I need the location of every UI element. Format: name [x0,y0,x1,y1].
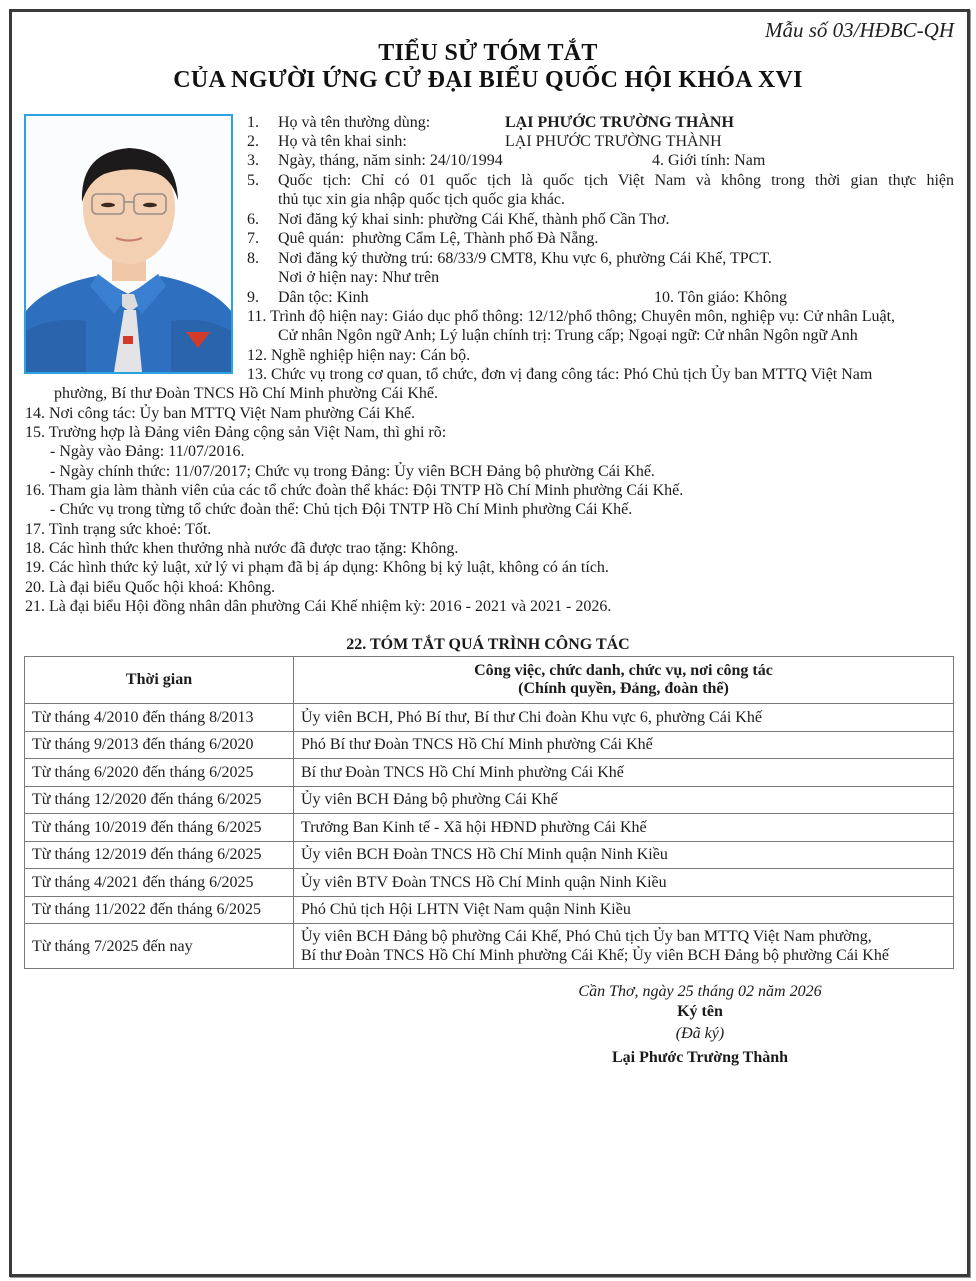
position-cell: Phó Bí thư Đoàn TNCS Hồ Chí Minh phường Cái Khế [294,731,954,759]
column-header-position-line-2: (Chính quyền, Đảng, đoàn thể) [518,680,729,697]
table-row [25,896,954,924]
common-name-value: LẠI PHƯỚC TRƯỜNG THÀNH [505,114,734,131]
period-cell: Từ tháng 12/2020 đến tháng 6/2025 [25,786,294,814]
awards: 18. Các hình thức khen thưởng nhà nước đã được trao tặng: Không. [25,540,459,557]
current-position-line-1: 13. Chức vụ trong cơ quan, tổ chức, đơn vị đang công tác: Phó Chủ tịch Ủy ban MTTQ Việt Nam [247,366,873,383]
position-cell: Phó Chủ tịch Hội LHTN Việt Nam quận Ninh Kiều [294,896,954,924]
gender: 4. Giới tính: Nam [652,152,766,169]
table-row [25,814,954,842]
item-label: Họ và tên khai sinh: [278,133,407,150]
signer-name: Lại Phước Trường Thành [611,1049,789,1066]
work-history-title: 22. TÓM TẮT QUÁ TRÌNH CÔNG TÁC [346,636,630,653]
party-official-date: - Ngày chính thức: 11/07/2017; Chức vụ trong Đảng: Ủy viên BCH Đảng bộ phường Cái Khế. [50,463,655,480]
party-join-date: - Ngày vào Đảng: 11/07/2016. [50,443,245,460]
birth-name-value: LẠI PHƯỚC TRƯỜNG THÀNH [505,133,722,150]
position-cell: Bí thư Đoàn TNCS Hồ Chí Minh phường Cái Khế [294,759,954,787]
period-cell: Từ tháng 4/2010 đến tháng 8/2013 [25,704,294,732]
portrait-image [26,116,231,372]
peoples-council-term: 21. Là đại biểu Hội đồng nhân dân phường Cái Khế nhiệm kỳ: 2016 - 2021 và 2021 - 2026. [25,598,612,615]
current-occupation: 12. Nghề nghiệp hiện nay: Cán bộ. [247,347,471,364]
current-position-line-2: phường, Bí thư Đoàn TNCS Hồ Chí Minh phường Cái Khế. [54,385,438,402]
table-row [25,869,954,897]
date-of-birth: Ngày, tháng, năm sinh: 24/10/1994 [278,152,503,169]
signature-place-date: Cần Thơ, ngày 25 tháng 02 năm 2026 [578,983,822,1000]
current-residence: Nơi ở hiện nay: Như trên [278,269,440,286]
table-row [25,841,954,869]
item-number: 3. [247,152,259,169]
birth-registration-place: Nơi đăng ký khai sinh: phường Cái Khế, thành phố Cần Thơ. [278,211,670,228]
period-cell: Từ tháng 7/2025 đến nay [25,924,294,969]
column-header-position [294,657,954,704]
period-cell: Từ tháng 11/2022 đến tháng 6/2025 [25,896,294,924]
national-assembly-term: 20. Là đại biểu Quốc hội khoá: Không. [25,579,276,596]
item-number: 1. [247,114,259,131]
candidate-photo [24,114,233,374]
table-row [25,704,954,732]
position-cell [294,924,954,969]
period-cell: Từ tháng 4/2021 đến tháng 6/2025 [25,869,294,897]
ethnicity: Dân tộc: Kinh [278,289,369,306]
item-number: 8. [247,250,259,267]
period-cell: Từ tháng 6/2020 đến tháng 6/2025 [25,759,294,787]
column-header-period: Thời gian [25,657,294,704]
position-cell: Ủy viên BCH Đoàn TNCS Hồ Chí Minh quận Ninh Kiều [294,841,954,869]
item-number: 5. [247,172,259,189]
item-label: Họ và tên thường dùng: [278,114,431,131]
position-cell-line-1: Ủy viên BCH Đảng bộ phường Cái Khế, Phó Chủ tịch Ủy ban MTTQ Việt Nam phường, [301,928,872,945]
document-subtitle: CỦA NGƯỜI ỨNG CỬ ĐẠI BIỂU QUỐC HỘI KHÓA XVI [173,67,803,93]
signature-note: (Đã ký) [675,1025,725,1042]
workplace: 14. Nơi công tác: Ủy ban MTTQ Việt Nam phường Cái Khế. [25,405,416,422]
party-member-heading: 15. Trường hợp là Đảng viên Đảng cộng sản Việt Nam, thì ghi rõ: [25,424,447,441]
table-row [25,759,954,787]
item-number: 2. [247,133,259,150]
table-row [25,731,954,759]
nationality-line-2: thủ tục xin gia nhập quốc tịch quốc gia khác. [278,191,566,208]
period-cell: Từ tháng 12/2019 đến tháng 6/2025 [25,841,294,869]
health-status: 17. Tình trạng sức khoẻ: Tốt. [25,521,212,538]
position-cell: Trưởng Ban Kinh tế - Xã hội HĐND phường Cái Khế [294,814,954,842]
document-title: TIỂU SỬ TÓM TẮT [378,40,598,66]
signature-title: Ký tên [677,1003,723,1020]
other-organizations: 16. Tham gia làm thành viên của các tổ chức đoàn thể khác: Đội TNTP Hồ Chí Minh phường Cái Khế. [25,482,684,499]
education-line-2: Cử nhân Ngôn ngữ Anh; Lý luận chính trị: Trung cấp; Ngoại ngữ: Cử nhân Ngôn ngữ Anh [278,327,858,344]
position-cell: Ủy viên BTV Đoàn TNCS Hồ Chí Minh quận Ninh Kiều [294,869,954,897]
item-number: 9. [247,289,259,306]
position-cell: Ủy viên BCH, Phó Bí thư, Bí thư Chi đoàn Khu vực 6, phường Cái Khế [294,704,954,732]
religion: 10. Tôn giáo: Không [654,289,788,306]
table-row [25,786,954,814]
position-cell: Ủy viên BCH Đảng bộ phường Cái Khế [294,786,954,814]
hometown: Quê quán: phường Cẩm Lệ, Thành phố Đà Nẵng. [278,230,599,247]
organization-position: - Chức vụ trong từng tổ chức đoàn thể: Chủ tịch Đội TNTP Hồ Chí Minh phường Cái Khế. [50,501,633,518]
column-header-position-line-1: Công việc, chức danh, chức vụ, nơi công tác [474,662,773,679]
disciplinary-record: 19. Các hình thức kỷ luật, xử lý vi phạm đã bị áp dụng: Không bị kỷ luật, không có án tích. [25,559,609,576]
item-number: 6. [247,211,259,228]
item-number: 7. [247,230,259,247]
position-cell-line-2: Bí thư Đoàn TNCS Hồ Chí Minh phường Cái Khế; Ủy viên BCH Đảng bộ phường Cái Khế [301,947,889,964]
work-history-table [24,656,954,969]
period-cell: Từ tháng 9/2013 đến tháng 6/2020 [25,731,294,759]
form-code: Mẫu số 03/HĐBC-QH [765,18,954,42]
period-cell: Từ tháng 10/2019 đến tháng 6/2025 [25,814,294,842]
table-row [25,924,954,969]
education-line-1: 11. Trình độ hiện nay: Giáo dục phổ thông: 12/12/phổ thông; Chuyên môn, nghiệp vụ: Cử nhân Luật, [247,308,896,325]
nationality-line-1: Quốc tịch: Chỉ có 01 quốc tịch là quốc tịch Việt Nam và không trong thời gian thực hiện [278,172,954,189]
table-header-row [25,657,954,704]
permanent-residence: Nơi đăng ký thường trú: 68/33/9 CMT8, Khu vực 6, phường Cái Khế, TPCT. [278,250,772,267]
